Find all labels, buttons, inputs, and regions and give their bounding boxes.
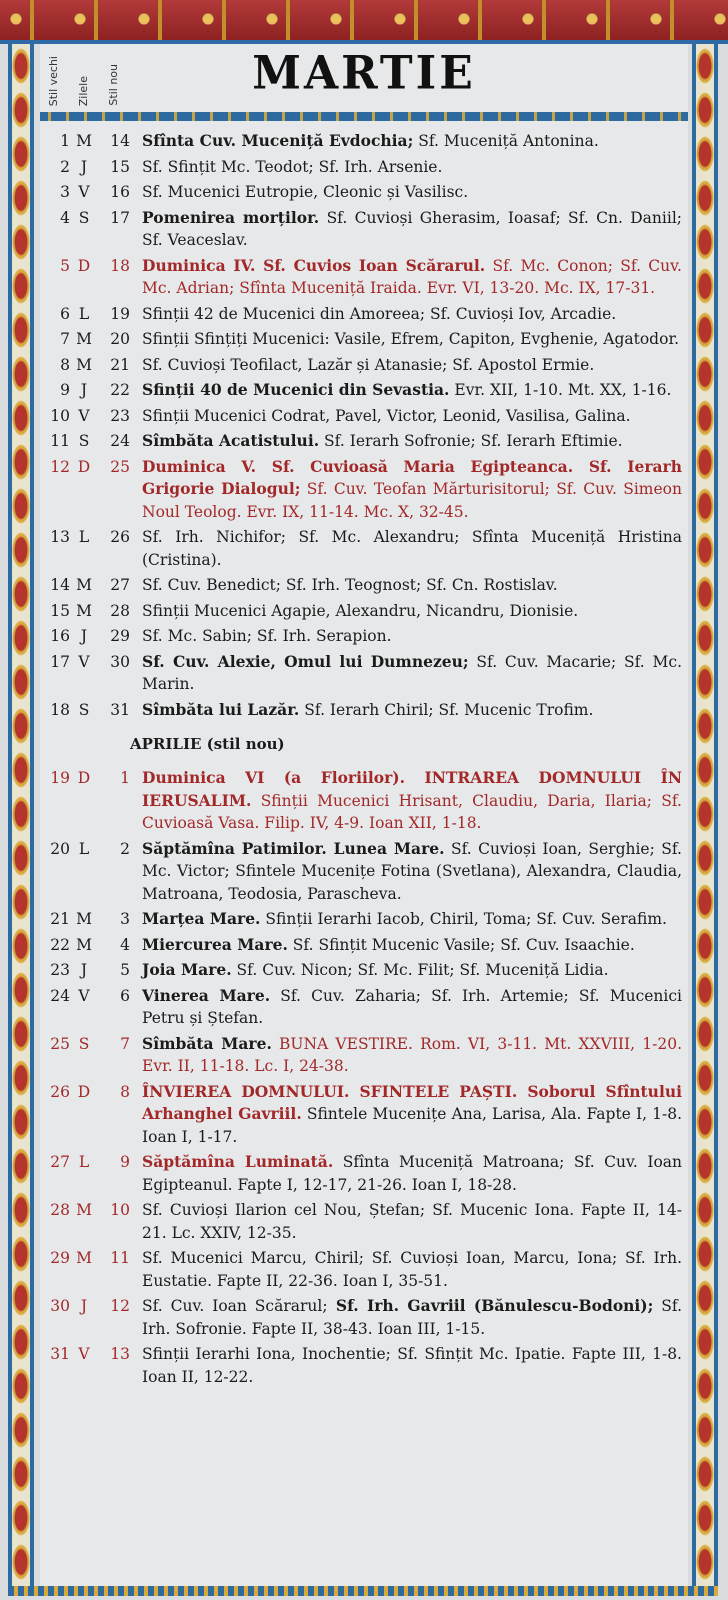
calendar-row <box>40 1033 688 1078</box>
new-style-date: 15 <box>110 157 130 176</box>
old-style-date: 27 <box>50 1153 70 1171</box>
saints-commemoration-text <box>142 526 688 571</box>
commemoration-text: Sf. Irh. Sofronie. Fapte II, 38-43. Ioan III, 1-15. <box>142 1297 682 1338</box>
new-style-date: 13 <box>110 1345 130 1363</box>
weekday-letter: M <box>76 330 92 348</box>
weekday-letter: L <box>78 1153 90 1171</box>
weekday-letter: L <box>78 839 90 858</box>
old-style-date: 17 <box>50 652 70 671</box>
saints-commemoration-text <box>142 354 688 377</box>
saints-commemoration-text <box>142 456 688 524</box>
calendar-row <box>40 1247 688 1292</box>
top-ornament-border <box>0 0 728 44</box>
calendar-row <box>40 838 688 906</box>
calendar-row <box>40 934 688 957</box>
feast-name: Sîmbăta lui Lazăr. <box>142 699 300 719</box>
commemoration-text: Sfintele Mucenițe Ana, Larisa, Ala. Fapte I, 1-8. Ioan I, 1-17. <box>142 1105 683 1146</box>
saints-commemoration-text <box>142 207 688 252</box>
page-title: MARTIE <box>252 46 476 101</box>
col-header-new-style: Stil nou <box>107 64 120 106</box>
calendar-row <box>40 1343 688 1388</box>
new-style-date: 26 <box>110 528 130 546</box>
calendar-row <box>40 985 688 1030</box>
feast-name: Sfînta Cuv. Muceniță Evdochia; <box>142 131 414 150</box>
commemoration-text: Sf. Irh. Nichifor; Sf. Mc. Alexandru; Sfînta Muceniță Hristina (Cristina). <box>142 528 682 569</box>
old-style-date: 1 <box>60 132 70 150</box>
commemoration-text: Sf. Cuv. Macarie; Sf. Mc. Marin. <box>142 652 682 693</box>
weekday-letter: S <box>78 1034 90 1053</box>
saints-commemoration-text <box>142 934 688 957</box>
weekday-letter: M <box>76 576 92 594</box>
commemoration-text: Sf. Cuv. Teofan Mărturisitorul; Sf. Cuv. Simeon Noul Teolog. Evr. IX, 11-14. Mc. X, 32-45. <box>142 480 682 521</box>
calendar-row <box>40 959 688 982</box>
old-style-date: 31 <box>50 1345 70 1363</box>
commemoration-text: Sfinții Mucenici Hrisant, Claudiu, Daria, Ilaria; Sf. Cuvioasă Vasa. Filip. IV, 4-9. Ioan XII, 1-18. <box>142 791 682 832</box>
calendar-row <box>40 303 688 326</box>
old-style-date: 28 <box>50 1201 70 1219</box>
old-style-date: 15 <box>50 601 70 620</box>
old-style-date: 24 <box>50 986 70 1005</box>
saints-commemoration-text <box>142 959 688 982</box>
weekday-letter: V <box>78 652 90 671</box>
weekday-letter: J <box>80 627 88 645</box>
saints-commemoration-text <box>142 1151 688 1196</box>
weekday-letter: M <box>76 601 92 620</box>
feast-name: Miercurea Mare. <box>142 934 288 954</box>
new-style-date: 4 <box>120 935 130 954</box>
commemoration-text: Sf. Cuv. Zaharia; Sf. Irh. Artemie; Sf. Mucenici Petru și Ștefan. <box>142 986 682 1027</box>
feast-name: ÎNVIEREA DOMNULUI. SFINTELE PAȘTI. Soborul Sfîntului Arhanghel Gavriil. <box>142 1081 682 1123</box>
saints-commemoration-text <box>142 767 688 835</box>
saints-commemoration-text <box>142 328 688 351</box>
new-style-date: 22 <box>110 381 130 399</box>
commemoration-text: Evr. XII, 1-10. Mt. XX, 1-16. <box>449 381 672 399</box>
feast-name: Duminica IV. Sf. Cuvios Ioan Scărarul. <box>142 255 486 275</box>
saints-commemoration-text <box>142 1199 688 1244</box>
weekday-letter: S <box>78 208 90 227</box>
feast-name: Săptămîna Patimilor. Lunea Mare. <box>142 838 445 858</box>
calendar-row <box>40 651 688 696</box>
old-style-date: 19 <box>50 769 70 787</box>
weekday-letter: M <box>76 935 92 954</box>
new-style-date: 12 <box>110 1297 130 1315</box>
weekday-letter: M <box>76 1249 92 1267</box>
calendar-row <box>40 625 688 648</box>
commemoration-text: Sf. Cuvioși Teofilact, Lazăr și Atanasie; Sf. Apostol Ermie. <box>142 355 595 374</box>
old-style-date: 2 <box>60 157 70 176</box>
weekday-letter: S <box>78 700 90 719</box>
commemoration-text: Sf. Sfințit Mucenic Vasile; Sf. Cuv. Isaachie. <box>287 935 635 954</box>
calendar-row <box>40 699 688 722</box>
commemoration-text: Sf. Cuvioși Ioan, Serghie; Sf. Mc. Victor; Sfintele Mucenițe Fotina (Svetlana), Alexandra, Claudia, Matroana, Teodosia, Parascheva. <box>142 839 682 903</box>
new-style-date: 1 <box>120 769 130 787</box>
new-style-date: 6 <box>120 986 130 1005</box>
commemoration-text: BUNA VESTIRE. Rom. VI, 3-11. Mt. XXVIII, 1-20. Evr. II, 11-18. Lc. I, 24-38. <box>142 1034 682 1075</box>
commemoration-text: Sf. Muceniță Antonina. <box>413 132 599 150</box>
commemoration-text: Sfinții Mucenici Codrat, Pavel, Victor, Leonid, Vasilisa, Galina. <box>142 406 631 425</box>
feast-name: Duminica V. Sf. Cuvioasă Maria Egipteanca. Sf. Ierarh Grigorie Dialogul; <box>142 456 682 498</box>
saints-commemoration-text <box>142 379 688 402</box>
calendar-row <box>40 156 688 179</box>
weekday-letter: L <box>78 528 90 546</box>
calendar-row <box>40 354 688 377</box>
old-style-date: 20 <box>50 839 70 858</box>
commemoration-text: Sf. Sfințit Mc. Teodot; Sf. Irh. Arsenie. <box>142 157 443 176</box>
calendar-row <box>40 181 688 204</box>
saints-commemoration-text <box>142 574 688 597</box>
commemoration-text: Sf. Mc. Conon; Sf. Cuv. Mc. Adrian; Sfînta Muceniță Iraida. Evr. VI, 13-20. Mc. IX, 17-31. <box>142 256 682 297</box>
old-style-date: 6 <box>60 304 70 323</box>
commemoration-text: Sfinții 42 de Mucenici din Amoreea; Sf. Cuvioși Iov, Arcadie. <box>142 304 617 323</box>
commemoration-text: Sf. Cuv. Nicon; Sf. Mc. Filit; Sf. Muceniță Lidia. <box>231 961 609 979</box>
saints-commemoration-text <box>142 303 688 326</box>
saints-commemoration-text <box>142 1343 688 1388</box>
old-style-date: 4 <box>60 208 70 227</box>
old-style-date: 21 <box>50 910 70 928</box>
weekday-letter: D <box>77 256 91 275</box>
saints-commemoration-text <box>142 1081 688 1149</box>
old-style-date: 18 <box>50 700 70 719</box>
saints-commemoration-text <box>142 156 688 179</box>
calendar-row <box>40 207 688 252</box>
calendar-row <box>40 767 688 835</box>
new-style-date: 7 <box>120 1034 130 1053</box>
old-style-date: 29 <box>50 1249 70 1267</box>
calendar-row <box>40 255 688 300</box>
feast-name: Sîmbăta Acatistului. <box>142 431 320 450</box>
new-style-date: 9 <box>120 1153 130 1171</box>
saints-commemoration-text <box>142 255 688 300</box>
saints-commemoration-text <box>142 908 688 931</box>
new-style-date: 27 <box>110 576 130 594</box>
new-style-date: 20 <box>110 330 130 348</box>
saints-commemoration-text <box>142 1295 688 1340</box>
saints-commemoration-text <box>142 651 688 696</box>
calendar-row <box>40 328 688 351</box>
old-style-date: 7 <box>60 330 70 348</box>
saints-commemoration-text <box>142 600 688 623</box>
left-ornament-border <box>8 44 34 1592</box>
weekday-letter: D <box>77 1082 91 1101</box>
feast-name: Sîmbăta Mare. <box>142 1033 272 1053</box>
old-style-date: 14 <box>50 576 70 594</box>
new-style-date: 16 <box>110 183 130 201</box>
commemoration-text: Sfinții Ierarhi Iona, Inochentie; Sf. Sfințit Mc. Ipatie. Fapte III, 1-8. Ioan II, 12-22. <box>142 1345 682 1386</box>
calendar-row <box>40 574 688 597</box>
saints-commemoration-text <box>142 405 688 428</box>
saints-commemoration-text <box>142 430 688 453</box>
commemoration-text: Sfînta Muceniță Matroana; Sf. Cuv. Ioan Egipteanul. Fapte I, 12-17, 21-26. Ioan I, 18-28. <box>142 1153 682 1194</box>
title-divider <box>40 112 688 121</box>
old-style-date: 8 <box>60 355 70 374</box>
saints-commemoration-text <box>142 181 688 204</box>
weekday-letter: J <box>80 157 88 176</box>
col-header-old-style: Stil vechi <box>47 55 60 106</box>
new-style-date: 18 <box>110 256 130 275</box>
feast-name: Sf. Cuv. Alexie, Omul lui Dumnezeu; <box>142 651 469 671</box>
saints-commemoration-text <box>142 985 688 1030</box>
right-ornament-border <box>692 44 718 1592</box>
calendar-row <box>40 908 688 931</box>
calendar-row <box>40 1295 688 1340</box>
feast-name: Vinerea Mare. <box>142 985 271 1005</box>
weekday-letter: M <box>76 132 92 150</box>
weekday-letter: V <box>78 986 90 1005</box>
old-style-date: 22 <box>50 935 70 954</box>
weekday-letter: V <box>78 1345 90 1363</box>
commemoration-text: Sfinții Ierarhi Iacob, Chiril, Toma; Sf. Cuv. Serafim. <box>260 910 667 928</box>
calendar-rows <box>40 130 688 1391</box>
old-style-date: 25 <box>50 1034 70 1053</box>
new-style-date: 29 <box>110 627 130 645</box>
old-style-date: 9 <box>60 381 70 399</box>
weekday-letter: S <box>78 432 90 450</box>
feast-name: Pomenirea morților. <box>142 207 320 227</box>
commemoration-text: Sfinții Mucenici Agapie, Alexandru, Nicandru, Dionisie. <box>142 601 579 620</box>
old-style-date: 10 <box>50 406 70 425</box>
calendar-row <box>40 405 688 428</box>
commemoration-text: Sf. Cuv. Ioan Scărarul; <box>142 1297 328 1315</box>
new-style-date: 25 <box>110 457 130 476</box>
old-style-date: 26 <box>50 1082 70 1101</box>
new-style-date: 31 <box>110 700 130 719</box>
new-style-date: 19 <box>110 304 130 323</box>
commemoration-text: Sf. Mucenici Eutropie, Cleonic și Vasilisc. <box>142 183 469 201</box>
col-header-day: Zilele <box>77 75 90 106</box>
weekday-letter: J <box>80 381 88 399</box>
weekday-letter: L <box>78 304 90 323</box>
bottom-ornament-border <box>8 1586 718 1596</box>
commemoration-text: Sf. Mc. Sabin; Sf. Irh. Serapion. <box>142 627 392 645</box>
old-style-date: 16 <box>50 627 70 645</box>
calendar-row <box>40 130 688 153</box>
weekday-letter: J <box>80 961 88 979</box>
old-style-date: 23 <box>50 961 70 979</box>
weekday-letter: M <box>76 1201 92 1219</box>
new-style-date: 14 <box>110 132 130 150</box>
new-style-date: 8 <box>120 1082 130 1101</box>
old-style-date: 5 <box>60 256 70 275</box>
new-style-date: 17 <box>110 208 130 227</box>
old-style-date: 30 <box>50 1297 70 1315</box>
feast-name: Săptămîna Luminată. <box>142 1152 334 1171</box>
calendar-row <box>40 430 688 453</box>
old-style-date: 3 <box>60 183 70 201</box>
weekday-letter: D <box>77 457 91 476</box>
commemoration-text: Sf. Ierarh Chiril; Sf. Mucenic Trofim. <box>299 700 594 719</box>
saints-commemoration-text <box>142 1033 688 1078</box>
calendar-row <box>40 526 688 571</box>
new-style-date: 5 <box>120 961 130 979</box>
old-style-date: 11 <box>50 432 70 450</box>
feast-name: Marțea Mare. <box>142 909 261 928</box>
calendar-row <box>40 1199 688 1244</box>
new-style-date: 30 <box>110 652 130 671</box>
calendar-row <box>40 600 688 623</box>
new-style-date: 3 <box>120 910 130 928</box>
month-break-heading: APRILIE (stil nou) <box>130 735 285 753</box>
saints-commemoration-text <box>142 130 688 153</box>
new-style-date: 24 <box>110 432 130 450</box>
old-style-date: 13 <box>50 528 70 546</box>
weekday-letter: J <box>80 1297 88 1315</box>
saints-commemoration-text <box>142 625 688 648</box>
weekday-letter: V <box>78 183 90 201</box>
new-style-date: 23 <box>110 406 130 425</box>
feast-name: Sfinții 40 de Mucenici din Sevastia. <box>142 380 450 399</box>
saints-commemoration-text <box>142 1247 688 1292</box>
calendar-row <box>40 456 688 524</box>
new-style-date: 2 <box>120 839 130 858</box>
calendar-row <box>40 1081 688 1149</box>
commemoration-text: Sfinții Sfințiți Mucenici: Vasile, Efrem, Capiton, Evghenie, Agatodor. <box>142 330 680 348</box>
new-style-date: 28 <box>110 601 130 620</box>
new-style-date: 21 <box>110 355 130 374</box>
calendar-row <box>40 1151 688 1196</box>
weekday-letter: M <box>76 910 92 928</box>
feast-name: Duminica VI (a Floriilor). INTRAREA DOMNULUI ÎN IERUSALIM. <box>142 768 682 810</box>
weekday-letter: V <box>78 406 90 425</box>
commemoration-text: Sf. Cuv. Benedict; Sf. Irh. Teognost; Sf. Cn. Rostislav. <box>142 576 558 594</box>
commemoration-text: Sf. Ierarh Sofronie; Sf. Ierarh Eftimie. <box>319 432 623 450</box>
calendar-content <box>40 44 688 1590</box>
saints-commemoration-text <box>142 699 688 722</box>
commemoration-text: Sf. Mucenici Marcu, Chiril; Sf. Cuvioși Ioan, Marcu, Iona; Sf. Irh. Eustatie. Fapte II, 22-36. Ioan I, 35-51. <box>142 1249 682 1290</box>
weekday-letter: M <box>76 355 92 374</box>
new-style-date: 11 <box>110 1249 130 1267</box>
saints-commemoration-text <box>142 838 688 906</box>
old-style-date: 12 <box>50 457 70 476</box>
new-style-date: 10 <box>110 1201 130 1219</box>
calendar-row <box>40 379 688 402</box>
feast-name: Joia Mare. <box>142 960 232 979</box>
weekday-letter: D <box>77 769 91 787</box>
feast-name: Sf. Irh. Gavriil (Bănulescu-Bodoni); <box>327 1296 654 1315</box>
commemoration-text: Sf. Cuvioși Ilarion cel Nou, Ștefan; Sf. Mucenic Iona. Fapte II, 14-21. Lc. XXIV, 12-35. <box>142 1201 682 1242</box>
commemoration-text: Sf. Cuvioși Gherasim, Ioasaf; Sf. Cn. Daniil; Sf. Veaceslav. <box>142 208 682 249</box>
